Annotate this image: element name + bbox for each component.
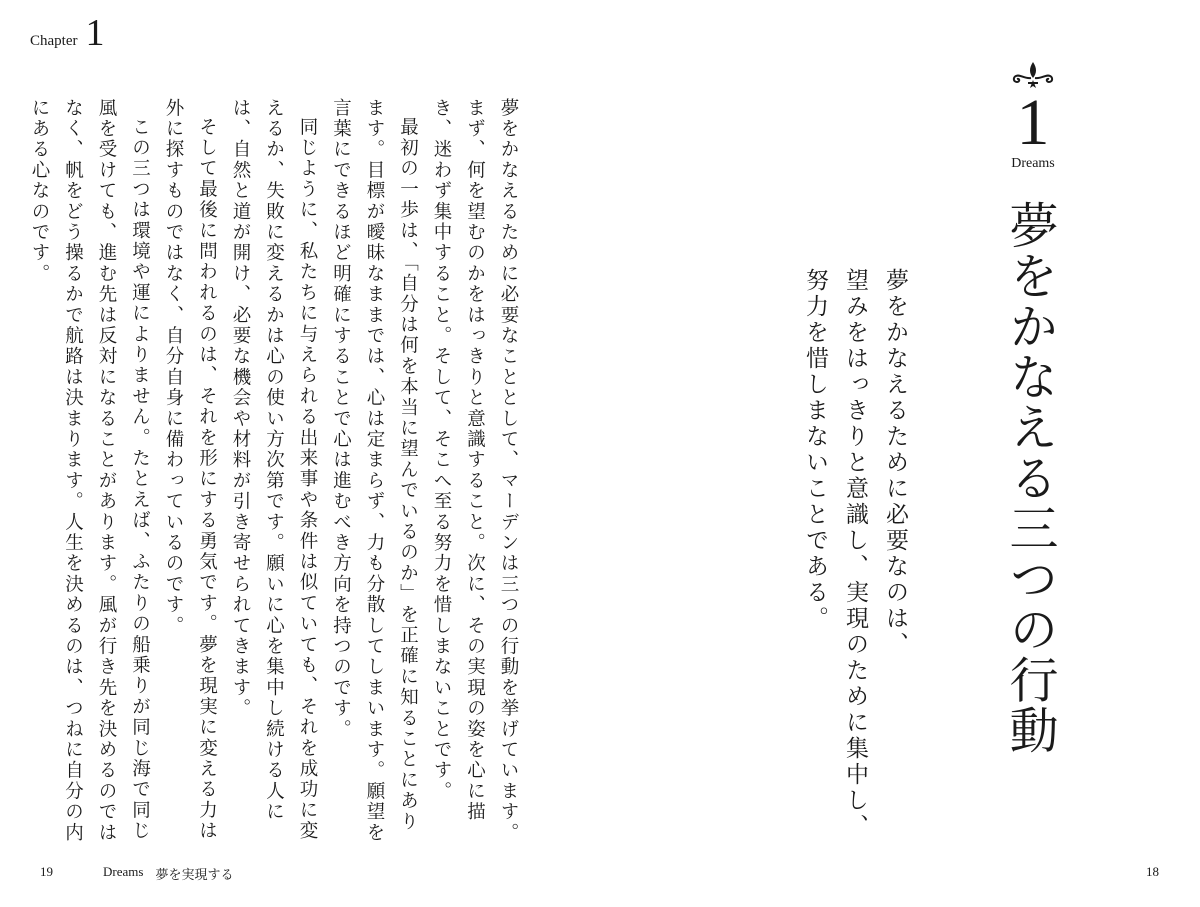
chapter-number: 1: [85, 12, 105, 54]
body-text: [29, 98, 525, 848]
lead-line: 夢をかなえるために必要なのは、: [882, 268, 908, 658]
section-title: 夢をかなえる三つの行動: [1002, 200, 1059, 756]
section-label: Dreams: [1011, 156, 1055, 171]
chapter-label: Chapter: [30, 33, 78, 49]
section-number: 1: [1016, 86, 1050, 159]
body-paragraph: 最初の一歩は、「自分は何を本当に望んでいるのか」を正確に知ることにあります。目標が曖昧なままでは、心は定まらず、力も分散してしまいます。願望を言葉にできるほど明確にすることで心は進むべき方向を持つのです。: [330, 98, 419, 844]
body-paragraph: 同じように、私たちに与えられる出来事や条件は似ていても、それを成功に変えるか、失敗に変えるかは心の使い方次第です。願いに心を集中し続ける人には、自然と道が開け、必要な機会や材料が引き寄せられてきます。: [230, 98, 318, 841]
right-page-number: 18: [1146, 864, 1159, 879]
running-head-en: Dreams: [103, 864, 144, 879]
lead-line: 努力を惜しまないことである。: [802, 268, 828, 632]
lead-text: [790, 268, 915, 840]
lead-line: 望みをはっきりと意識し、実現のために集中し、: [842, 268, 868, 840]
body-paragraph: この三つは環境や運によりません。たとえば、ふたりの船乗りが同じ海で同じ風を受けても、進む先は反対になることがあります。風が行き先を決めるのではなく、帆をどう操るかで航路は決まります。人生を決めるのは、つねに自分の内にある心なのです。: [29, 98, 151, 844]
running-head: [103, 864, 233, 883]
chapter-heading: [30, 14, 104, 52]
running-head-jp: 夢を実現する: [155, 867, 234, 882]
left-footer: [40, 864, 233, 883]
body-paragraph: そして最後に問われるのは、それを形にする勇気です。夢を現実に変える力は外に探すものではなく、自分自身に備わっているのです。: [163, 98, 218, 841]
left-page-number: 19: [40, 864, 53, 879]
body-paragraph: 夢をかなえるために必要なこととして、マーデンは三つの行動を挙げています。まず、何を望むのかをはっきりと意識すること。次に、その実現の姿を心に描き、迷わず集中すること。そして、そこへ至る努力を惜しまないことです。: [431, 98, 519, 844]
